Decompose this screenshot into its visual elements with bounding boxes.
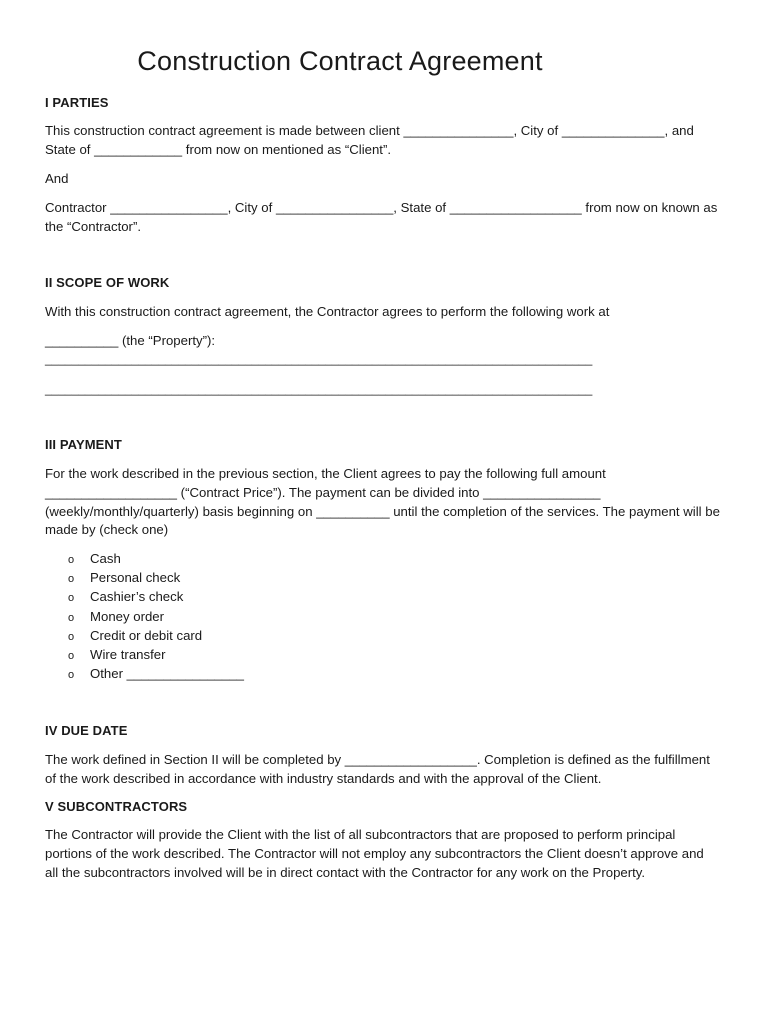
- payment-option-label: Credit or debit card: [90, 627, 203, 643]
- property-line: __________ (the “Property”):: [45, 333, 216, 348]
- section-heading-payment: III PAYMENT: [45, 437, 122, 452]
- scope-blank-line: __________________________________________________________________________________: [45, 352, 593, 366]
- section-heading-subcontractors: V SUBCONTRACTORS: [45, 799, 188, 814]
- list-item: [68, 587, 244, 606]
- payment-options-list: [68, 549, 244, 683]
- bullet-icon: o: [68, 554, 75, 566]
- payment-option-label: Wire transfer: [90, 646, 166, 662]
- list-item: [68, 664, 244, 683]
- list-item: [68, 549, 244, 568]
- document-title: Construction Contract Agreement: [137, 46, 543, 76]
- due-date-paragraph: The work defined in Section II will be completed by __________________. Completion is defined as the fulfillment of the work described in accordance with industry standards and with the approval of the Client.: [45, 752, 710, 786]
- subcontractors-paragraph: The Contractor will provide the Client with the list of all subcontractors that are proposed to perform principal portions of the work described. The Contractor will not employ any subcontractors the Client doesn’t approve and all the subcontractors involved will be in direct contact with the Contractor for any work on the Property.: [45, 827, 704, 880]
- bullet-icon: o: [68, 669, 75, 682]
- contractor-paragraph: Contractor ________________, City of ________________, State of __________________ from now on known as the “Contractor”.: [45, 200, 718, 234]
- payment-option-label: Other ________________: [90, 666, 244, 682]
- payment-option-label: Cashier’s check: [90, 589, 184, 605]
- bullet-icon: o: [68, 611, 75, 624]
- list-item: [68, 568, 244, 587]
- payment-paragraph: For the work described in the previous section, the Client agrees to pay the following full amount __________________ (“Contract Price”). The payment can be divided into ________________ (weekly/monthly/quarterly) basis beginning on __________ until the completion of the services. The payment will be made by (check one): [45, 466, 720, 538]
- scope-blank-line: __________________________________________________________________________________: [45, 382, 593, 396]
- list-item: [68, 626, 244, 645]
- payment-option-label: Money order: [90, 608, 165, 624]
- list-item: [68, 607, 244, 626]
- bullet-icon: o: [68, 649, 75, 662]
- parties-and-text: And: [45, 171, 69, 186]
- bullet-icon: o: [68, 573, 75, 586]
- parties-paragraph: This construction contract agreement is made between client _______________, City of ______________, and State of ____________ from now on mentioned as “Client”.: [45, 123, 694, 157]
- section-heading-parties: I PARTIES: [45, 95, 109, 110]
- section-heading-due-date: IV DUE DATE: [45, 723, 128, 738]
- payment-option-label: Cash: [90, 551, 121, 566]
- list-item: [68, 645, 244, 664]
- scope-paragraph: With this construction contract agreement, the Contractor agrees to perform the following work at: [45, 304, 610, 319]
- bullet-icon: o: [68, 592, 75, 605]
- bullet-icon: o: [68, 630, 75, 643]
- section-heading-scope: II SCOPE OF WORK: [45, 275, 170, 290]
- payment-option-label: Personal check: [90, 570, 181, 586]
